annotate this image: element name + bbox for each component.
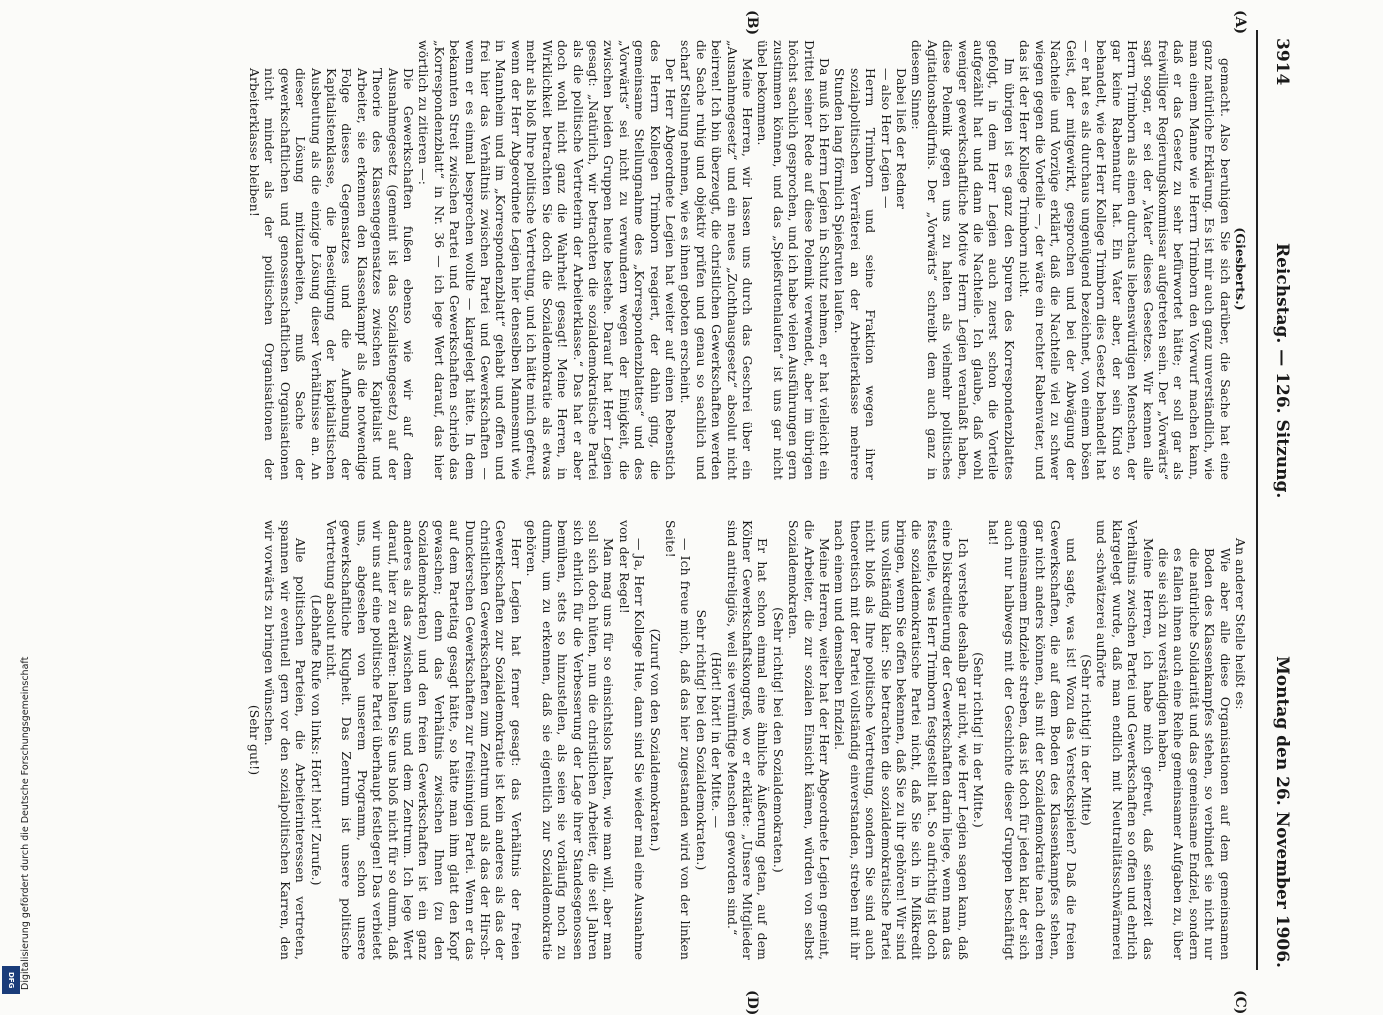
paragraph: Man mag uns für so einsichtslos halten, wie man will, aber man soll sich doch hüten, nun die christlichen Arbeiter, die seit Jahren sich ehrlich für die Verbesserung der Lage ihrer Standesgenossen bemühen, stets so hinzustellen, als seien sie vorläufig noch zu dumm, um zu erkennen, daß sie eigentlich zur Sozialdemokratie gehören. [524,520,617,960]
paragraph: — Ja, Herr Kollege Hue, dann sind Sie wieder mal eine Ausnahme von der Regel! [616,520,648,960]
rotated-page [50,0,1320,1015]
paragraph: Da muß ich Herrn Legien in Schutz nehmen, er hat vielleicht ein Drittel seiner Rede auf diese Polemik verwendet, aber im übrigen höchst sachlich gesprochen, und ich habe vielen Ausführungen gern zustimmen können, und das „Spießrutenlaufen“ ist uns gar nicht übel bekommen. [755,40,833,480]
left-column [247,40,1248,480]
interjection: (Zuruf von den Sozialdemokraten.) [647,628,663,852]
paragraph: Der Herr Abgeordnete Legien hat weiter auf einen Rebenstich des Herrn Kollegen Trimborn reagiert, der dahin ging, die gemeinsame Stellungnahme des „Korrespondenzblattes“ und des „Vorwärts“ sei nicht zu verwundern wegen der Einigkeit, die zwischen beiden Gruppen heute bestehe. Darauf hat Herr Legien gesagt: „Natürlich, wir betrachten die sozialdemokratische Partei als die politische Vertreterin der Arbeiterklasse.“ Das hat er aber doch wohl nicht ganz die Wahrheit gesagt! Meine Herren, in Wirklichkeit betrachten Sie doch die Sozialdemokratie als etwas mehr als bloß Ihre politische Vertretung, und ich hätte mich gefreut, wenn der Herr Abgeordnete Legien hier denselben Mannesmut wie in Mannheim und im „Korrespondenzblatt“ gehabt und offen und frei hier das Verhältnis zwischen Partei und Gewerkschaften — wenn er es einmal besprechen wollte — klargelegt hätte. In dem bekannten Streit zwischen Partei und Gewerkschaften schrieb das „Korrespondenzblatt“ in Nr. 36 — ich lege Wert darauf, das hier wörtlich zu zitieren —: [416,40,678,480]
paragraph: Er hat schon einmal eine ähnliche Äußerung getan, auf dem Kölner Gewerkschaftskongreß, wo er erklärte: „Unsere Mitglieder sind antireligiös, weil sie vernünftige Menschen geworden sind.“ [724,520,771,960]
margin-mark-d: (D) [744,990,760,1015]
interjection: (Sehr richtig! in der Mitte) [1078,654,1094,826]
paragraph: Alle politischen Parteien, die Arbeiterinteressen vertreten, spannen wir eventuell gern vor den sozialpolitischen Karren, den wir vorwärts zu bringen wünschen. [262,520,309,960]
interjection: (Sehr gut!) [247,704,262,776]
paragraph: Ich verstehe deshalb gar nicht, wie Herr Legien sagen kann, daß eine Diskreditierung der Gewerkschaften darin liege, wenn man das feststelle, was Herr Trimborn festgestellt hat. So aufrichtig ist doch die sozialdemokratische Partei nicht, daß Sie sich in Mißkredit bringen, wenn Sie offen bekennen, daß Sie zu ihr gehören! Wir sind uns vollständig klar: Sie betrachten die sozialdemokratische Partei nicht bloß als Ihre politische Vertretung, sondern Sie sind auch theoretisch mit der Partei vollständig einverstanden, streben mit ihr nach einem und demselben Endziel. [832,520,971,960]
margin-mark-a: (A) [1232,10,1248,35]
margin-mark-c: (C) [1232,990,1248,1015]
paragraph: Dabei ließ der Redner [894,68,910,210]
paragraph: Die Gewerkschaften fußen ebenso wie wir auf dem Ausnahmegesetz (gemeint ist das Sozialistengesetz) auf der Theorie des Klassengegensatzes zwischen Kapitalist und Arbeiter, sie erkennen den Klassenkampf als die notwendige Folge dieses Gegensatzes und die Aufhebung der Kapitalistenklasse, die Beseitigung der kapitalistischen Ausbeutung als die einzige Lösung dieser Verhältnisse an. An dieser Lösung mitzuarbeiten, muß Sache der gewerkschaftlichen und genossenschaftlichen Organisationen nicht minder als der politischen Organisationen der Arbeiterklasse bleiben! [247,68,417,480]
footer-credit-text: Digitalisierung gefördert durch die Deutsche Forschungsgemeinschaft [20,656,31,990]
page-number: 3914 [1272,38,1292,86]
page-header [1262,38,1302,968]
interjection: (Hört! hört! in der Mitte. — [709,651,725,829]
dfg-logo [2,966,20,994]
speaker-name: (Giesberts.) [1233,227,1248,311]
page-title: Reichstag. — 126. Sitzung. [1272,242,1292,499]
paragraph: Meine Herren, weiter hat der Herr Abgeordnete Legien gemeint, die Arbeiter, die zur sozialen Einsicht kämen, würden von selbst Sozialdemokraten. [786,520,833,960]
paragraph: gemacht. Also beruhigen Sie sich darüber, die Sache hat eine ganz natürliche Erklärung. Es ist mir auch ganz unverständlich, wie man einem Manne wie Herrn Trimborn den Vorwurf machen kann, daß er das Gesetz zu sehr befürwortet hätte; er soll gar als freiwilliger Regierungskommissar aufgetreten sein. Der „Vorwärts“ sagt sogar, er sei der „Vater“ dieses Gesetzes. Wir kennen alle Herrn Trimborn als einen durchaus liebenswürdigen Menschen, der gar keine Rabennatur hat. Ein Vater aber, der sein Kind so behandelt, wie der Herr Kollege Trimborn dies Gesetz behandelt hat — er hat es als durchaus ungenügend bezeichnet, von einem bösen Geist, der mitgewirkt, gesprochen und bei der Abwägung der Nachteile und Vorzüge erklärt, daß die Nachteile viel zu schwer wiegen gegen die Vorteile —, der wäre ein rechter Rabenvater, und das ist der Herr Kollege Trimborn nicht. [1017,40,1233,480]
paragraph: — also Herr Legien — [878,68,894,209]
dfg-logo-text: DFG [7,971,15,989]
paragraph: Wie aber alle diese Organisationen auf dem gemeinsamen Boden des Klassenkampfes stehen, so verbindet sie nicht nur die natürliche Solidarität und das gemeinsame Endziel, sondern es fallen ihnen auch eine Reihe gemeinsamer Aufgaben zu, über die sie sich zu verständigen haben. [1155,548,1233,960]
paragraph: Herrn Trimborn und seine Fraktion wegen ihrer sozialpolitischen Verräterei an der Arbeiterklasse mehrere Stunden lang förmlich Spießruten laufen. [832,68,879,480]
right-column [247,520,1248,960]
header-rule [1256,30,1258,970]
paragraph: und sagte, was ist! Wozu das Versteckspielen? Daß die freien Gewerkschaften, die auf dem Boden des Klassenkampfes stehen, gar nicht anders können, als mit der Sozialdemokratie nach deren gemeinsamem Endziele streben, das ist doch für jeden klar, der sich auch nur halbwegs mit der Geschichte dieser Gruppen beschäftigt hat! [986,520,1079,960]
interjection: (Lebhafte Rufe von links: Hört! hört! Zurufe.) [308,594,324,886]
interjection: (Sehr richtig! bei den Sozialdemokraten.) [770,607,786,873]
interjection: Sehr richtig! bei den Sozialdemokraten.) [693,609,709,871]
margin-mark-b: (B) [744,10,760,36]
paragraph: An anderer Stelle heißt es: [1233,538,1248,710]
paragraph: Herr Legien hat ferner gesagt: das Verhältnis der freien Gewerkschaften zur Sozialdemokratie ist kein anderes als das der christlichen Gewerkschaften zum Zentrum und als das der Hirsch-Dunckerschen Gewerkschaften zur freisinnigen Partei. Wenn er das auf dem Parteitag gesagt hätte, so hätte man ihm glatt den Kopf gewaschen; denn das Verhältnis zwischen Ihnen (zu den Sozialdemokraten) und den freien Gewerkschaften ist ein ganz anderes als das zwischen uns und dem Zentrum. Ich lege Wert darauf, hier zu erklären: halten Sie uns bloß nicht für so dumm, daß wir uns auf eine politische Partei überhaupt festlegen! Das verbietet uns, abgesehen von unserem Programm, schon unsere gewerkschaftliche Klugheit. Das Zentrum ist unsere politische Vertretung absolut nicht. [324,520,524,960]
footer-credit [4,600,31,990]
paragraph: — Ich freue mich, daß das hier zugestanden wird von der linken Seite! [662,520,694,960]
session-date: Montag den 26. November 1906. [1272,655,1292,968]
paragraph: Meine Herren, ich habe mich gefreut, daß seinerzeit das Verhältnis zwischen Partei und Gewerkschaften so offen und ehrlich klargelegt wurde, daß man endlich mit Neutralitätsschwärmerei und -schwätzerei aufhörte [1094,520,1156,960]
paragraph: Im übrigen ist es ganz den Spuren des Korrespondenzblattes gefolgt, in dem Herr Legien auch zuerst schon die Vorteile aufgezählt hat und dann die Nachteile. Ich glaube, daß wohl weniger gewerkschaftliche Motive Herrn Legien veranlaßt haben, diese Polemik gegen uns zu halten als vielmehr politisches Agitationsbedürfnis. Der „Vorwärts“ schreibt dem auch ganz in diesem Sinne: [909,40,1017,480]
paragraph: Meine Herren, wir lassen uns durch das Geschrei über ein „Ausnahmegesetz“ und ein neues „Zuchthausgesetz“ absolut nicht beirren! Ich bin überzeugt, die christlichen Gewerkschaften werden die Sache ruhig und objektiv prüfen und genau so sachlich und scharf Stellung nehmen, wie es ihnen geboten erscheint. [678,40,755,480]
interjection: (Sehr richtig! in der Mitte.) [971,652,987,828]
